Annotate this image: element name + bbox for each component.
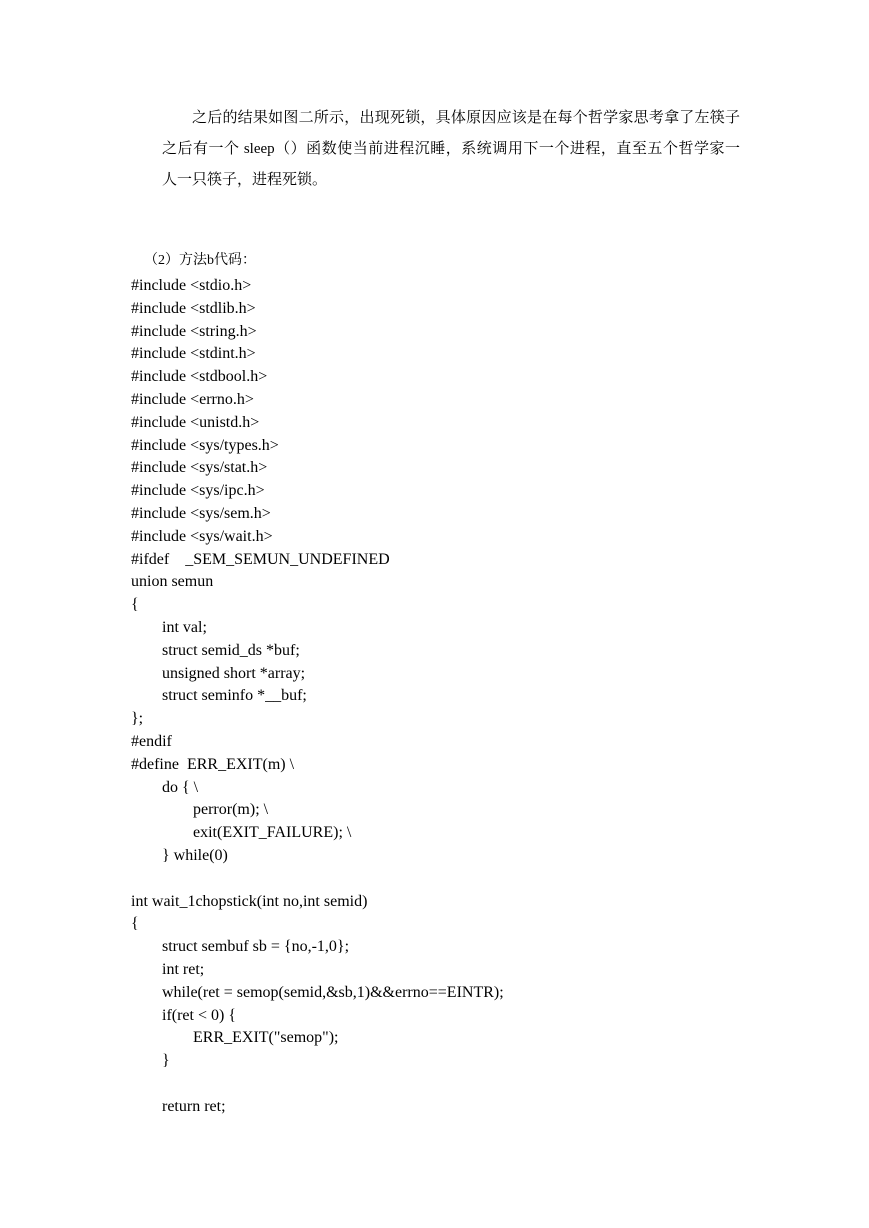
code-line: #define ERR_EXIT(m) \ bbox=[131, 755, 295, 773]
code-line bbox=[131, 1073, 831, 1096]
code-line: struct semid_ds *buf; bbox=[162, 641, 300, 659]
code-line: ERR_EXIT("semop"); bbox=[193, 1029, 339, 1047]
code-line: #include <sys/stat.h> bbox=[131, 459, 268, 477]
code-line: while(ret = semop(semid,&sb,1)&&errno==EINTR); bbox=[162, 983, 504, 1001]
code-line: struct seminfo *__buf; bbox=[162, 687, 307, 705]
code-line: int ret; bbox=[162, 960, 205, 978]
code-line: #endif bbox=[131, 732, 172, 750]
code-line: #include <stdlib.h> bbox=[131, 299, 256, 317]
code-line: { bbox=[131, 596, 139, 614]
code-line: unsigned short *array; bbox=[162, 664, 306, 682]
code-line: #include <sys/ipc.h> bbox=[131, 482, 265, 500]
section-heading: （2）方法b代码： bbox=[144, 253, 256, 268]
code-line: union semun bbox=[131, 573, 214, 591]
paragraph-line: 之后有一个 sleep（）函数使当前进程沉睡，系统调用下一个进程，直至五个哲学家一 bbox=[162, 141, 740, 157]
code-line: #include <sys/wait.h> bbox=[131, 527, 273, 545]
code-line: }; bbox=[131, 710, 144, 728]
code-line: } while(0) bbox=[162, 846, 228, 864]
code-line: #include <errno.h> bbox=[131, 390, 254, 408]
code-line: struct sembuf sb = {no,-1,0}; bbox=[162, 938, 350, 956]
code-line bbox=[131, 868, 831, 891]
body-paragraph bbox=[162, 103, 740, 196]
code-line: perror(m); \ bbox=[193, 801, 269, 819]
code-line: if(ret < 0) { bbox=[162, 1006, 237, 1024]
code-line: return ret; bbox=[162, 1097, 226, 1115]
code-line: #include <sys/types.h> bbox=[131, 436, 279, 454]
code-line: #include <stdbool.h> bbox=[131, 368, 268, 386]
code-line: #include <unistd.h> bbox=[131, 413, 260, 431]
code-line: #include <stdio.h> bbox=[131, 277, 252, 294]
paragraph-line: 人一只筷子，进程死锁。 bbox=[162, 172, 328, 188]
code-line: int wait_1chopstick(int no,int semid) bbox=[131, 892, 368, 910]
code-block bbox=[131, 275, 831, 1118]
code-line: do { \ bbox=[162, 778, 199, 796]
paragraph-line: 之后的结果如图二所示，出现死锁，具体原因应该是在每个哲学家思考拿了左筷子 bbox=[192, 110, 740, 126]
code-line: #ifdef _SEM_SEMUN_UNDEFINED bbox=[131, 550, 390, 568]
code-line: { bbox=[131, 915, 139, 933]
code-line: } bbox=[162, 1052, 170, 1070]
code-line: #include <sys/sem.h> bbox=[131, 504, 271, 522]
code-line: int val; bbox=[162, 618, 207, 636]
code-line: #include <stdint.h> bbox=[131, 345, 256, 363]
code-line: exit(EXIT_FAILURE); \ bbox=[193, 824, 352, 842]
code-line: #include <string.h> bbox=[131, 322, 257, 340]
